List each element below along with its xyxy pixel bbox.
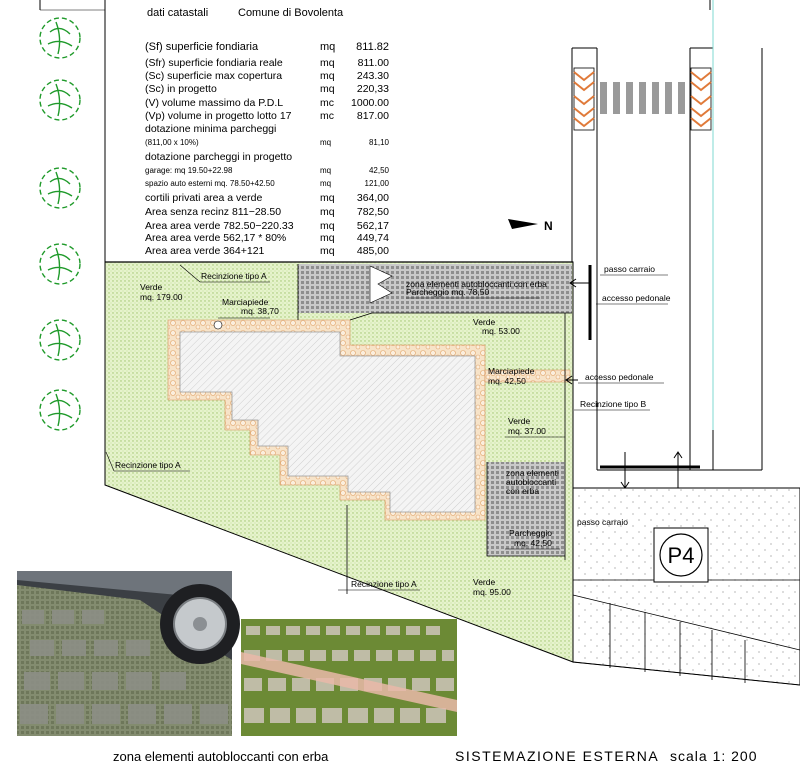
row-value: 811.82 xyxy=(356,41,389,53)
row-value: 782,50 xyxy=(356,206,389,218)
row-label: Area senza recinz 811−28.50 xyxy=(145,206,282,218)
table-row xyxy=(145,232,389,244)
row-label: cortili privati area a verde xyxy=(145,192,263,204)
tree-icon xyxy=(40,244,80,284)
table-row xyxy=(145,220,389,232)
row-label: (V) volume massimo da P.D.L xyxy=(145,97,284,109)
table-row xyxy=(145,179,390,188)
verde-label: Verde xyxy=(473,317,496,327)
table-row xyxy=(145,151,292,163)
table-row xyxy=(145,110,389,122)
row-label: garage: mq 19.50+22.98 xyxy=(145,166,233,175)
recinzione-a-label: Recinzione tipo A xyxy=(201,271,267,281)
row-value: 811.00 xyxy=(357,57,389,69)
row-unit: mq xyxy=(320,232,335,244)
row-unit: mq xyxy=(320,206,335,218)
zona-elementi-label: zona elementi autobloccanti con erba xyxy=(406,279,547,289)
data-table xyxy=(145,41,390,257)
row-unit: mq xyxy=(320,41,336,53)
accesso-pedonale-label: accesso pedonale xyxy=(602,293,671,303)
row-label: (Sc) superficie max copertura xyxy=(145,70,283,82)
row-label: (Sfr) superficie fondiaria reale xyxy=(145,57,283,69)
recinzione-b-label: Recinzione tipo B xyxy=(580,399,647,409)
row-unit: mq xyxy=(320,245,335,257)
verde-area: mq. 37.00 xyxy=(508,426,546,436)
photo-caption: zona elementi autobloccanti con erba xyxy=(113,749,329,764)
row-unit: mq xyxy=(320,179,332,188)
marciapiede-label: Marciapiede xyxy=(488,366,535,376)
comune-label: Comune di Bovolenta xyxy=(238,7,344,19)
drawing-title: SISTEMAZIONE ESTERNA xyxy=(455,748,660,764)
row-value: 243.30 xyxy=(356,70,389,82)
tree-icon xyxy=(40,80,80,120)
zona-elementi-label: autobloccanti xyxy=(506,477,557,487)
north-arrow xyxy=(508,219,553,233)
table-row xyxy=(145,97,389,109)
table-row xyxy=(145,57,389,69)
row-value: 817.00 xyxy=(356,110,389,122)
table-row xyxy=(145,41,389,53)
row-label: (Sf) superficie fondiaria xyxy=(145,41,259,53)
verde-area: mq. 53.00 xyxy=(482,326,520,336)
row-value: 364,00 xyxy=(356,192,389,204)
row-unit: mq xyxy=(320,83,335,95)
tree-icon xyxy=(40,320,80,360)
verde-label: Verde xyxy=(508,416,531,426)
table-row xyxy=(145,206,389,218)
dati-catastali-label: dati catastali xyxy=(147,7,209,19)
parking-sign-p4: P4 xyxy=(667,543,695,568)
drawing-scale: scala 1: 200 xyxy=(670,748,758,764)
row-unit: mq xyxy=(320,166,332,175)
row-unit: mq xyxy=(320,192,335,204)
table-row xyxy=(145,138,390,147)
row-unit: mq xyxy=(320,138,332,147)
tree-icon xyxy=(40,168,80,208)
access-arrows xyxy=(566,279,682,488)
row-value: 449,74 xyxy=(356,232,389,244)
photo-grass-pavers-car xyxy=(17,571,240,736)
trees xyxy=(40,18,80,430)
row-label: Area area verde 782.50−220.33 xyxy=(145,220,294,232)
row-unit: mq xyxy=(320,70,335,82)
verde-area: mq. 95.00 xyxy=(473,587,511,597)
row-label: Area area verde 562,17 * 80% xyxy=(145,232,287,244)
row-value: 562,17 xyxy=(356,220,389,232)
table-row xyxy=(145,192,389,204)
photo-grass-pavers-closeup xyxy=(241,619,457,736)
verde-area: mq. 179.00 xyxy=(140,292,183,302)
row-label: (Vp) volume in progetto lotto 17 xyxy=(145,110,292,122)
row-unit: mc xyxy=(320,97,334,109)
row-value: 220,33 xyxy=(356,83,389,95)
row-label: Area area verde 364+121 xyxy=(145,245,265,257)
zona-elementi-label: zona elementi xyxy=(506,468,559,478)
row-value: 42,50 xyxy=(368,166,389,175)
table-row xyxy=(145,166,390,175)
marciapiede-area: mq. 38,70 xyxy=(241,306,279,316)
passo-carraio-label: passo carraio xyxy=(604,264,656,274)
row-label: dotazione parcheggi in progetto xyxy=(145,151,293,163)
recinzione-a-label: Recinzione tipo A xyxy=(115,460,181,470)
row-unit: mq xyxy=(320,220,335,232)
recinzione-a-label: Recinzione tipo A xyxy=(351,579,417,589)
marciapiede-label: Marciapiede xyxy=(222,297,269,307)
row-value: 485,00 xyxy=(356,245,389,257)
tree-icon xyxy=(40,18,80,58)
parcheggio-label: Parcheggio xyxy=(509,528,553,538)
row-value: 121,00 xyxy=(364,179,389,188)
marciapiede-area: mq. 42,50 xyxy=(488,376,526,386)
table-row xyxy=(145,245,389,257)
parcheggio-area: mq. 42,50 xyxy=(514,538,552,548)
verde-label: Verde xyxy=(473,577,496,587)
north-label: N xyxy=(544,219,553,233)
row-label: (811,00 x 10%) xyxy=(145,138,199,147)
verde-label: Verde xyxy=(140,282,163,292)
tree-icon xyxy=(40,390,80,430)
parcheggio-label: Parcheggio mq. 78,50 xyxy=(406,287,490,297)
row-label: (Sc) in progetto xyxy=(145,83,217,95)
zona-elementi-label: con erba xyxy=(506,486,540,496)
accesso-pedonale-label: accesso pedonale xyxy=(585,372,654,382)
row-value: 1000.00 xyxy=(351,97,389,109)
row-value: 81,10 xyxy=(368,138,389,147)
row-unit: mc xyxy=(320,110,334,122)
table-row xyxy=(145,123,276,135)
row-label: spazio auto esterni mq. 78.50+42.50 xyxy=(145,179,275,188)
table-row xyxy=(145,83,389,95)
row-unit: mq xyxy=(320,57,335,69)
passo-carraio-label: passo carraio xyxy=(577,517,629,527)
table-row xyxy=(145,70,389,82)
row-label: dotazione minima parcheggi xyxy=(145,123,277,135)
